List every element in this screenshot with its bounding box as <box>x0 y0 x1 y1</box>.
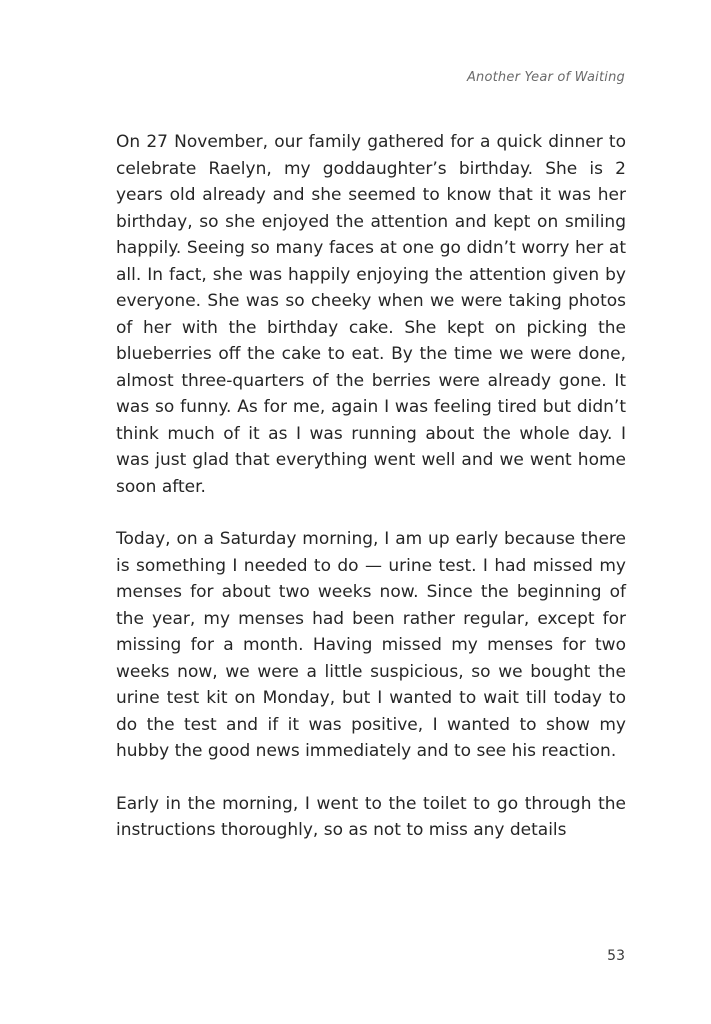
body-text <box>116 129 626 844</box>
running-header: Another Year of Waiting <box>466 70 625 85</box>
page-number: 53 <box>607 948 625 964</box>
paragraph-urine-test: Today, on a Saturday morning, I am up early because there is something I needed to do — urine test. I had missed my menses for about two weeks now. Since the beginning of the year, my menses had been rather regular, except for missing for a month. Having missed my menses for two weeks now, we were a little suspicious, so we bought the urine test kit on Monday, but I wanted to wait till today to do the test and if it was positive, I wanted to show my hubby the good news immediately and to see his reaction. <box>116 529 626 761</box>
paragraph-early-morning: Early in the morning, I went to the toilet to go through the instructions thoroughly, so as not to miss any details <box>116 793 626 840</box>
paragraph-birthday-dinner: On 27 November, our family gathered for a quick dinner to celebrate Raelyn, my goddaughter’s birthday. She is 2 years old already and she seemed to know that it was her birthday, so she enjoyed the attention and kept on smiling happily. Seeing so many faces at one go didn’t worry her at all. In fact, she was happily enjoying the attention given by everyone. She was so cheeky when we were taking photos of her with the birthday cake. She kept on picking the blueberries off the cake to eat. By the time we were done, almost three-quarters of the berries were already gone. It was so funny. As for me, again I was feeling tired but didn’t think much of it as I was running about the whole day. I was just glad that everything went well and we went home soon after. <box>116 132 626 497</box>
